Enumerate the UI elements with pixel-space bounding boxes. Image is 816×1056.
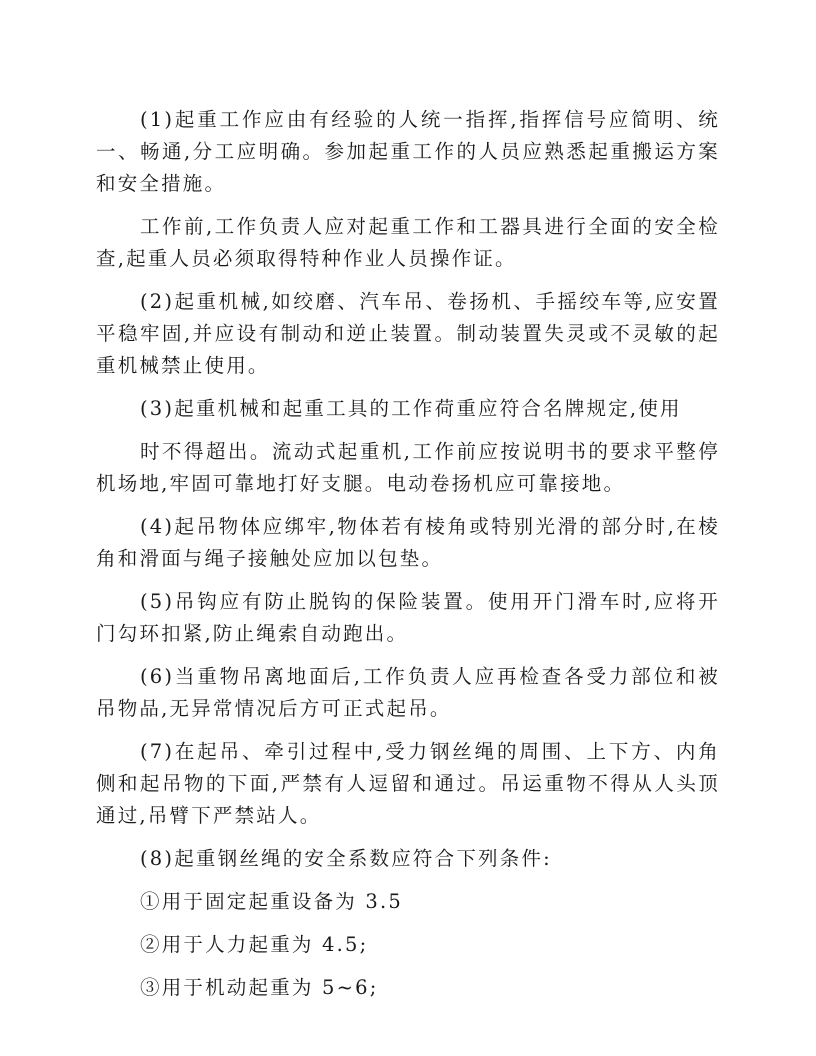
paragraph-9: (7)在起吊、牵引过程中,受力钢丝绳的周围、上下方、内角侧和起吊物的下面,严禁有人逗留和通过。吊运重物不得从人头顶通过,吊臂下严禁站人。 (96, 740, 720, 827)
paragraph-2: 工作前,工作负责人应对起重工作和工器具进行全面的安全检查,起重人员必须取得特种作业人员操作证。 (96, 215, 720, 270)
list-item-2: ②用于人力起重为 4.5; (140, 933, 369, 956)
document-page (96, 104, 720, 1015)
paragraph-1: (1)起重工作应由有经验的人统一指挥,指挥信号应简明、统一、畅通,分工应明确。参加起重工作的人员应熟悉起重搬运方案和安全措施。 (96, 108, 720, 195)
paragraph-7: (5)吊钩应有防止脱钩的保险装置。使用开门滑车时,应将开门勾环扣紧,防止绳索自动跑出。 (96, 590, 720, 645)
list-item-3: ③用于机动起重为 5~6; (140, 976, 379, 999)
paragraph-6: (4)起吊物体应绑牢,物体若有棱角或特别光滑的部分时,在棱角和滑面与绳子接触处应加以包垫。 (96, 515, 720, 570)
list-item-1: ①用于固定起重设备为 3.5 (140, 890, 404, 913)
paragraph-3: (2)起重机械,如绞磨、汽车吊、卷扬机、手摇绞车等,应安置平稳牢固,并应设有制动和逆止装置。制动装置失灵或不灵敏的起重机械禁止使用。 (96, 290, 720, 377)
paragraph-4: (3)起重机械和起重工具的工作荷重应符合名牌规定,使用 (140, 397, 682, 420)
paragraph-8: (6)当重物吊离地面后,工作负责人应再检查各受力部位和被吊物品,无异常情况后方可正式起吊。 (96, 665, 720, 720)
paragraph-10: (8)起重钢丝绳的安全系数应符合下列条件: (140, 847, 552, 870)
paragraph-5: 时不得超出。流动式起重机,工作前应按说明书的要求平整停机场地,牢固可靠地打好支腿。电动卷扬机应可靠接地。 (96, 440, 720, 495)
